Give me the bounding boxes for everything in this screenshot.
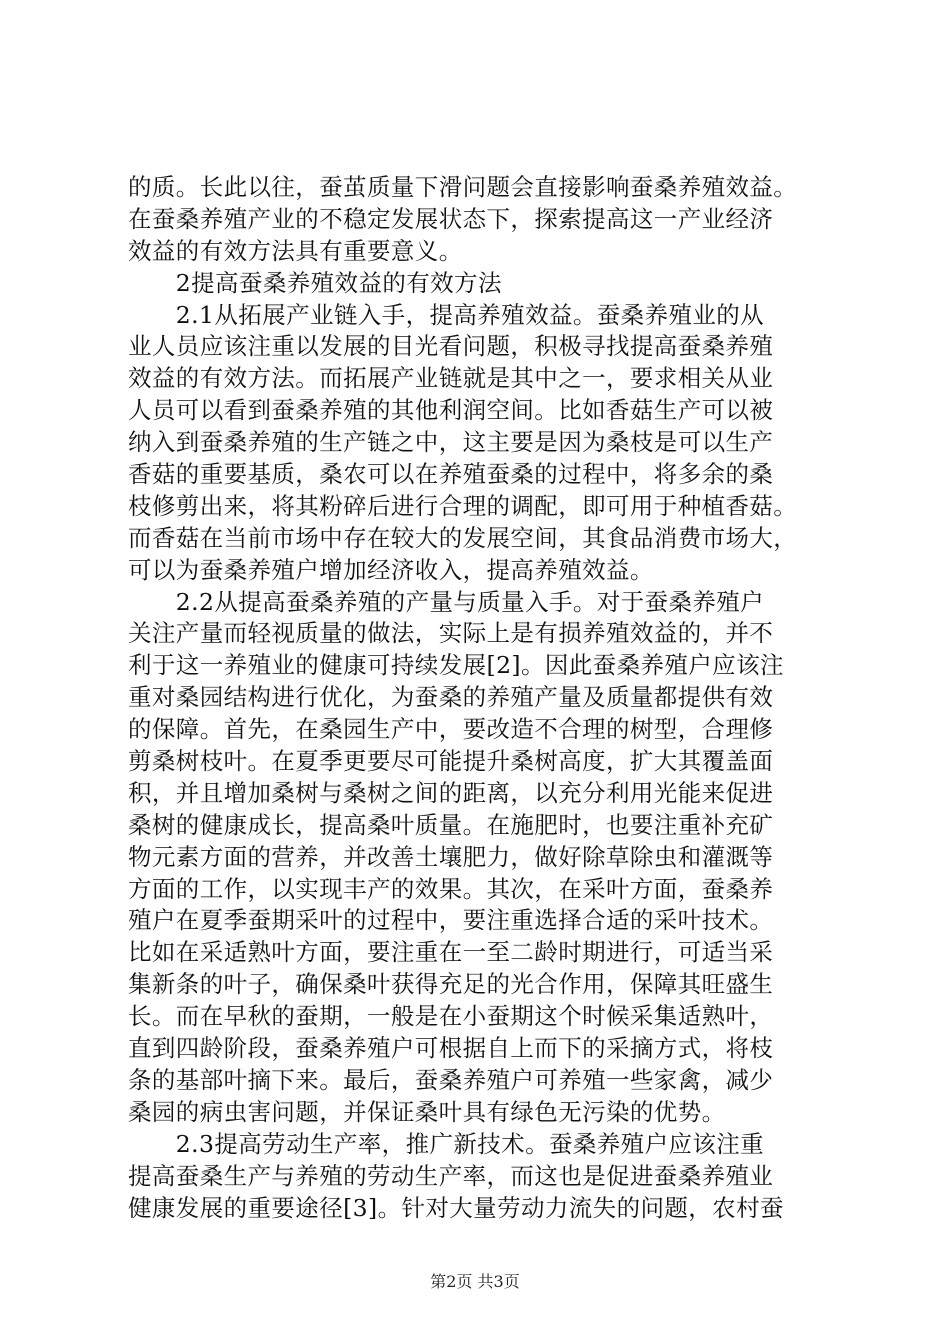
text-line: 积，并且增加桑树与桑树之间的距离，以充分利用光能来促进	[128, 778, 774, 807]
text-line: 桑树的健康成长，提高桑叶质量。在施肥时，也要注重补充矿	[128, 810, 774, 839]
page-footer: 第2页 共3页	[430, 1272, 520, 1291]
text-line: 关注产量而轻视质量的做法，实际上是有损养殖效益的，并不	[128, 619, 774, 648]
text-line: 效益的有效方法。而拓展产业链就是其中之一，要求相关从业	[128, 364, 774, 393]
text-line: 在蚕桑养殖产业的不稳定发展状态下，探索提高这一产业经济	[128, 204, 774, 233]
text-line: 长。而在早秋的蚕期，一般是在小蚕期这个时候采集适熟叶，	[128, 1002, 774, 1031]
document-body	[128, 172, 828, 1224]
text-line: 2.1从拓展产业链入手，提高养殖效益。蚕桑养殖业的从	[128, 300, 765, 329]
text-line: 提高蚕桑生产与养殖的劳动生产率，而这也是促进蚕桑养殖业	[128, 1161, 774, 1190]
text-line: 殖户在夏季蚕期采叶的过程中，要注重选择合适的采叶技术。	[128, 906, 774, 935]
text-line: 利于这一养殖业的健康可持续发展[2]。因此蚕桑养殖户应该注	[128, 651, 784, 680]
text-line: 而香菇在当前市场中存在较大的发展空间，其食品消费市场大，	[128, 523, 798, 552]
text-line: 物元素方面的营养，并改善土壤肥力，做好除草除虫和灌溉等	[128, 842, 774, 871]
text-line: 人员可以看到蚕桑养殖的其他利润空间。比如香菇生产可以被	[128, 396, 774, 425]
text-line: 剪桑树枝叶。在夏季更要尽可能提升桑树高度，扩大其覆盖面	[128, 747, 774, 776]
text-line: 条的基部叶摘下来。最后，蚕桑养殖户可养殖一些家禽，减少	[128, 1065, 774, 1094]
text-line: 业人员应该注重以发展的目光看问题，积极寻找提高蚕桑养殖	[128, 332, 774, 361]
text-line: 集新条的叶子，确保桑叶获得充足的光合作用，保障其旺盛生	[128, 970, 774, 999]
text-line: 2提高蚕桑养殖效益的有效方法	[128, 268, 502, 297]
text-line: 可以为蚕桑养殖户增加经济收入，提高养殖效益。	[128, 555, 654, 584]
text-line: 的质。长此以往，蚕茧质量下滑问题会直接影响蚕桑养殖效益。	[128, 173, 798, 201]
text-line: 的保障。首先，在桑园生产中，要改造不合理的树型，合理修	[128, 715, 774, 744]
text-line: 重对桑园结构进行优化，为蚕桑的养殖产量及质量都提供有效	[128, 683, 774, 712]
text-line: 2.2从提高蚕桑养殖的产量与质量入手。对于蚕桑养殖户	[128, 587, 765, 616]
text-line: 枝修剪出来，将其粉碎后进行合理的调配，即可用于种植香菇。	[128, 491, 798, 520]
text-line: 香菇的重要基质，桑农可以在养殖蚕桑的过程中，将多余的桑	[128, 460, 774, 489]
text-line: 直到四龄阶段，蚕桑养殖户可根据自上而下的采摘方式，将枝	[128, 1034, 774, 1063]
text-line: 方面的工作，以实现丰产的效果。其次，在采叶方面，蚕桑养	[128, 874, 774, 903]
text-line: 健康发展的重要途径[3]。针对大量劳动力流失的问题，农村蚕	[128, 1193, 784, 1222]
text-line: 桑园的病虫害问题，并保证桑叶具有绿色无污染的优势。	[128, 1097, 726, 1126]
text-line: 比如在采适熟叶方面，要注重在一至二龄时期进行，可适当采	[128, 938, 774, 967]
text-line: 效益的有效方法具有重要意义。	[128, 236, 463, 265]
text-line: 纳入到蚕桑养殖的生产链之中，这主要是因为桑枝是可以生产	[128, 428, 774, 457]
text-line: 2.3提高劳动生产率，推广新技术。蚕桑养殖户应该注重	[128, 1129, 765, 1158]
